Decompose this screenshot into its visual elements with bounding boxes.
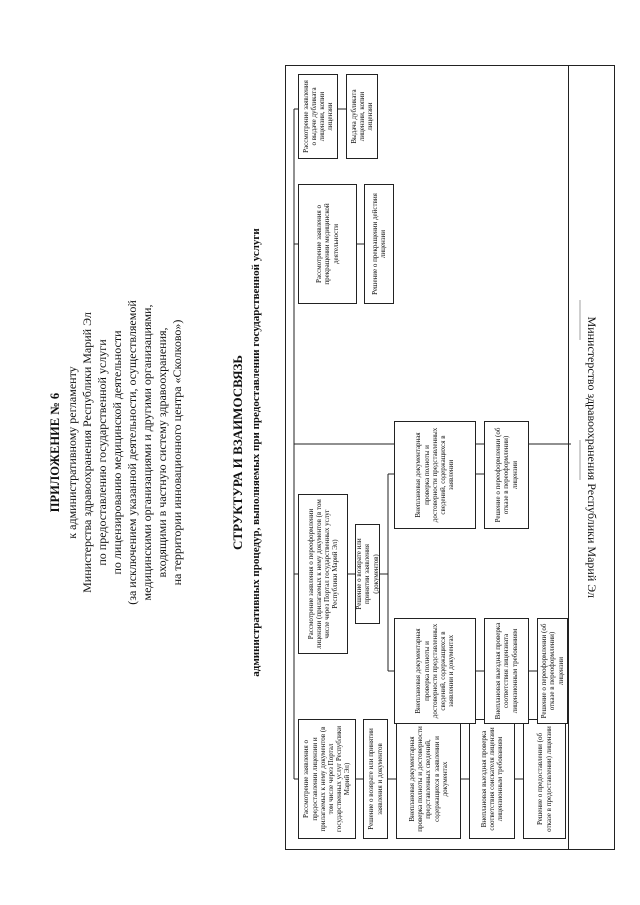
box-license-decision: Решение о предоставлении (об отказе в предоставлении) лицензии xyxy=(523,719,566,839)
ministry-label: Министерство здравоохранения Республики Марий Эл xyxy=(584,316,599,599)
diagram-subtitle: административных процедур, выполняемых при предоставлении государственной услуги xyxy=(250,228,262,677)
box-reissue-field-check: Внеплановая выездная проверка соответствия лицензиата лицензионным требованиям xyxy=(484,618,529,724)
header-line-5: (за исключением указанной деятельности, осуществляемой xyxy=(125,300,139,605)
margin-marks xyxy=(575,300,585,480)
header-line-3: по предоставлению государственной услуги xyxy=(95,339,109,566)
diagram-frame xyxy=(285,65,615,850)
box-duplicate-application: Рассмотрение заявления о выдаче дубликата лицензии, копии лицензии xyxy=(298,74,338,159)
appendix-title: ПРИЛОЖЕНИЕ № 6 xyxy=(48,392,62,513)
box-termination-application: Рассмотрение заявления о прекращении медицинской деятельности xyxy=(298,184,357,304)
box-license-return-decision: Решение о возврате или принятии заявления и документов xyxy=(363,719,388,839)
box-reissue-statement-check: Внеплановая документарная проверка полноты и достоверности представленных сведений, содержащихся в заявлении xyxy=(394,421,476,529)
box-license-field-check: Внеплановая выездная проверка соответствия соискателя лицензии лицензионным требованиям xyxy=(469,719,515,839)
box-reissue-decision-b: Решение о переоформлении (об отказе в переоформлении) лицензии xyxy=(484,421,529,529)
box-duplicate-issue: Выдача дубликата лицензии, копии лицензии xyxy=(346,74,378,159)
header-line-4: по лицензированию медицинской деятельности xyxy=(110,330,124,575)
box-termination-decision: Решение о прекращении действия лицензии xyxy=(364,184,394,304)
header-line-7: входящими в частную систему здравоохранения, xyxy=(155,327,169,578)
box-reissue-return-decision: Решение о возврате или принятии заявления (документов) xyxy=(355,524,380,624)
box-reissue-application: Рассмотрение заявления о переоформлении лицензии (прилагаемых к нему документов (в том числе через Портал государственных услуг Республики Марий Эл) xyxy=(298,494,348,654)
box-license-document-check: Внеплановая документарная проверка полноты и достоверности представленных сведений, содержащихся в заявлении и документах xyxy=(396,719,461,839)
header-line-6: медицинскими организациями и другими организациями, xyxy=(140,304,154,601)
box-reissue-document-check: Внеплановая документарная проверка полноты и достоверности представленных сведений, содержащихся в заявлении и документах xyxy=(394,618,476,724)
diagram-title: СТРУКТУРА И ВЗАИМОСВЯЗЬ xyxy=(230,355,245,550)
header-line-1: к административному регламенту xyxy=(65,366,79,539)
box-license-application: Рассмотрение заявления о предоставлении лицензии и прилагаемых к нему документов (в том числе через Портал государственных услуг Республики Марий Эл) xyxy=(298,719,356,839)
header-line-8: на территории инновационного центра «Сколково») xyxy=(170,319,184,586)
box-reissue-decision-a: Решение о переоформлении (об отказе в переоформлении) лицензии xyxy=(537,618,568,724)
header-line-2: Министерства здравоохранения Республики Марий Эл xyxy=(80,312,94,593)
